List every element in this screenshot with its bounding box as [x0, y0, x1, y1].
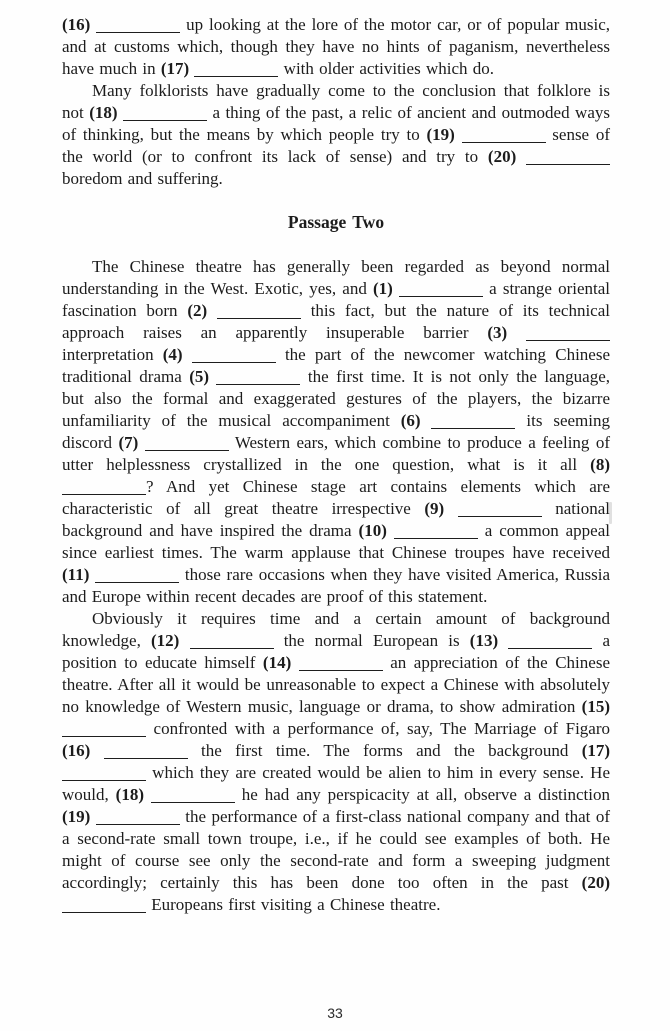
blank-number: (16): [62, 15, 91, 34]
blank-line: [190, 646, 274, 649]
passage-heading: Passage Two: [287, 212, 385, 232]
paragraph: The Chinese theatre has generally been regarded as beyond normal understanding in the West. Exotic, yes, and (1) a strange oriental fascination born (2) this fact, but the nature of its technical approach raises an apparently insuperable barrier (3) interpretation (4) the part of the newcomer watching Chinese traditional drama (5) the first time. It is not only the language, but also the formal and exaggerated gestures of the players, the bizarre unfamiliarity of the musical accompaniment (6) its seeming discord (7) Western ears, which combine to produce a feeling of utter helplessness crystallized in the one question, what is it all (8) ? And yet Chinese stage art contains elements which are characteristic of all great theatre irrespective (9) national background and have inspired the drama (10) a common appeal since earliest times. The warm applause that Chinese troupes have received (11) those rare occasions when they have visited America, Russia and Europe within recent decades are proof of this statement.: [62, 257, 611, 606]
blank-line: [123, 118, 207, 121]
blank-number: (16): [62, 741, 91, 760]
blank-line: [394, 536, 478, 539]
blank-number: (17): [160, 59, 190, 78]
blank-line: [526, 162, 610, 165]
blank-number: (13): [469, 631, 499, 650]
blank-line: [96, 30, 180, 33]
blank-number: (18): [89, 103, 118, 122]
blank-line: [508, 646, 592, 649]
blank-number: (2): [187, 301, 208, 320]
scan-artifact: [609, 502, 612, 524]
blank-number: (11): [62, 565, 90, 584]
paragraph: Many folklorists have gradually come to the conclusion that folklore is not (18) a thing of the past, a relic of ancient and outmoded ways of thinking, but the means by which people try to (19) sense of the world (or to confront its lack of sense) and try to (20) boredom and suffering.: [62, 81, 611, 188]
blank-line: [62, 910, 146, 913]
blank-line: [399, 294, 483, 297]
blank-number: (14): [262, 653, 292, 672]
blank-number: (12): [151, 631, 180, 650]
blank-number: (5): [189, 367, 210, 386]
blank-line: [194, 74, 278, 77]
blank-number: (7): [118, 433, 139, 452]
blank-number: (9): [424, 499, 445, 518]
blank-line: [104, 756, 188, 759]
blank-line: [462, 140, 546, 143]
blank-number: (20): [581, 873, 610, 892]
blank-number: (4): [162, 345, 183, 364]
blank-line: [431, 426, 515, 429]
blank-line: [299, 668, 383, 671]
blank-line: [458, 514, 542, 517]
blank-number: (15): [581, 697, 610, 716]
paragraph: (16) up looking at the lore of the motor car, or of popular music, and at customs which, though they have no hints of paganism, nevertheless have much in (17) with older activities which do.: [62, 15, 611, 78]
blank-number: (17): [581, 741, 611, 760]
blank-number: (3): [487, 323, 508, 342]
blank-number: (19): [62, 807, 91, 826]
blank-number: (6): [400, 411, 421, 430]
blank-line: [526, 338, 610, 341]
blank-number: (18): [115, 785, 144, 804]
blank-line: [95, 580, 179, 583]
paragraph: Obviously it requires time and a certain amount of background knowledge, (12) the normal European is (13) a position to educate himself (14) an appreciation of the Chinese theatre. After all it would be unreasonable to expect a Chinese with absolutely no knowledge of Western music, language or drama, to show admiration (15) confronted with a performance of, say, The Marriage of Figaro (16) the first time. The forms and the background (17) which they are created would be alien to him in every sense. He would, (18) he had any perspicacity at all, observe a distinction (19) the performance of a first-class national company and that of a second-rate small town troupe, i.e., if he could see examples of both. He might of course see only the second-rate and form a sweeping judgment accordingly; certainly this has been done too often in the past (20) Europeans first visiting a Chinese theatre.: [62, 609, 611, 914]
blank-number: (10): [358, 521, 387, 540]
page-number: 33: [327, 1005, 343, 1021]
blank-line: [217, 316, 301, 319]
text-blocks: [62, 14, 610, 916]
blank-line: [151, 800, 235, 803]
blank-line: [96, 822, 180, 825]
blank-line: [192, 360, 276, 363]
blank-line: [62, 734, 146, 737]
blank-number: (20): [487, 147, 517, 166]
blank-line: [62, 778, 146, 781]
blank-line: [145, 448, 229, 451]
blank-line: [216, 382, 300, 385]
blank-number: (19): [426, 125, 455, 144]
blank-line: [62, 492, 146, 495]
blank-number: (8): [590, 455, 610, 474]
blank-number: (1): [372, 279, 393, 298]
